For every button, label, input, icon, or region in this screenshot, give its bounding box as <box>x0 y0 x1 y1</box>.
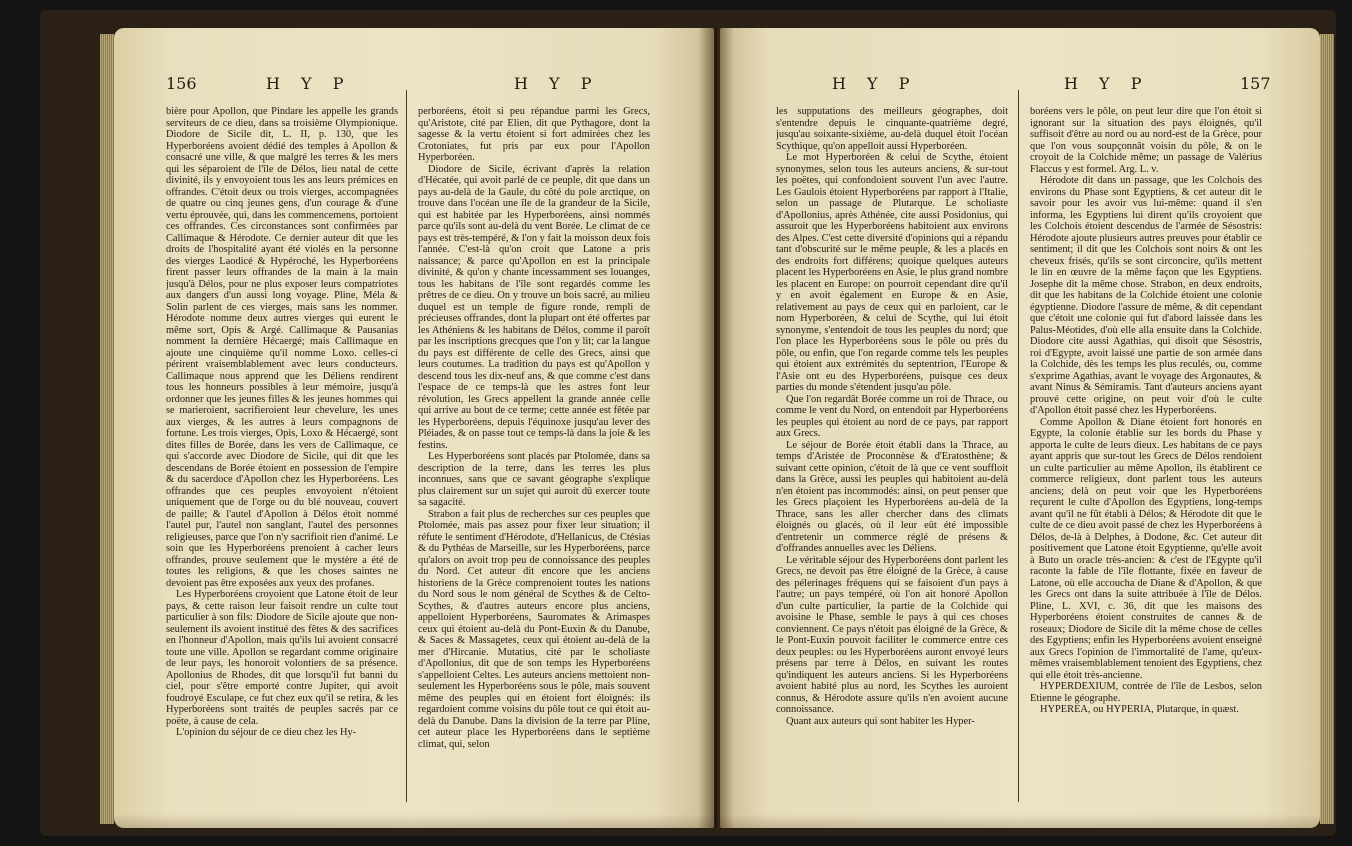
paragraph: Le mot Hyperboréen & celui de Scythe, étoient synonymes, selon tous les auteurs anciens, & sur-tout les poëtes, qui confondoient souvent l'un avec l'autre. Les Gaulois étoient Hyperboréens par rapport à l'Italie, selon un passage de Plutarque. Le scholiaste d'Apollonius, après Athénée, cite aussi Posidonius, qui assuroit que les Hyperboréens habitoient aux environs des Alpes. C'est cette diversité d'opinions qui a répandu tant d'obscurité sur le même peuple, & les a placés en des endroits fort différens; quoique quelques auteurs placent les Hyperboréens en Asie, le plus grand nombre les placent en Europe: on pourroit cependant dire qu'il y en avoit également en Europe & en Asie, relativement au pays de ceux qui en parloient, car le nom Hyperboréen, & celui de Scythe, qui lui étoit synonyme, s'entendoit de tous les peuples du nord; que l'on place les Hyperboréens sous le pôle ou près du pôle, ou enfin, que l'on regarde comme tels les peuples qui étoient aux extrémités du septentrion, l'Europe & l'Asie ont eu des Hyperboréens, puisque ces deux parties du monde s'étendent jusqu'au pôle. <box>776 152 1008 393</box>
paragraph: HYPERDEXIUM, contrée de l'île de Lesbos, selon Etienne le géographe. <box>1030 681 1262 704</box>
column-rule <box>406 90 407 802</box>
left-page <box>114 28 714 828</box>
running-head: H Y P <box>514 74 600 93</box>
paragraph: Comme Apollon & Diane étoient fort honorés en Egypte, la colonie établie sur les bords du Phase y apporta le culte de leurs dieux. Les habitans de ce pays ayant appris que sur-tout les Grecs de Délos rendoient un culte particulier au même Apollon, ils établirent ce commerce religieux, dont parlent tous les auteurs anciens; delà on peut voir que les Hyperboréens reçurent le culte d'Apollon des Egyptiens, long-temps avant qu'il ne fût établi à Délos; & Hérodote dit que le culte de ce dieu avoit passé de chez les Hyperboréens à Délos, de-là à Delphes, à Dodone, &c. Cet auteur dit positivement que Latone étoit Egyptienne, qu'elle avoit à Buto un oracle très-ancien: & c'est de l'Egypte qu'il raconte la fable de l'île flottante, fixée en faveur de Latone, où elle accoucha de Diane & d'Apollon, & que les Grecs ont dans la suite attribuée à l'île de Délos. Pline, L. XVI, c. 36, dit que les maisons des Hyperboréens étoient construites de cannes & de roseaux; Diodore de Sicile dit la même chose de celles des Egyptiens; enfin les Hyperboréens avoient enseigné aux Grecs l'opinion de l'immortalité de l'ame, qu'eux-mêmes vraisemblablement tenoient des Egyptiens, chez qui elle étoit très-ancienne. <box>1030 416 1262 681</box>
paragraph: HYPEREA, ou HYPERIA, Plutarque, in quæst. <box>1040 704 1239 715</box>
left-page-header <box>114 74 714 100</box>
paragraph: Quant aux auteurs qui sont habiter les Hyper- <box>786 715 975 727</box>
right-fore-edge <box>1320 34 1334 824</box>
right-page-header <box>720 74 1320 100</box>
paragraph: Le véritable séjour des Hyperboréens dont parlent les Grecs, ne devoit pas être éloigné de la Grèce, à cause des pélerinages fréquens qui se faisoient d'un pays à l'autre; un pays tempéré, où l'on ait honoré Apollon d'un culte particulier, la partie de la Colchide qui avoisine le Phase, semble le pays à qui ces choses conviennent. Ce pays n'étoit pas éloigné de la Grèce, & le Pont-Euxin pouvoit faciliter le commerce entre ces deux peuples: ou les Hyperboréens auront envoyé leurs présens par terre à Délos, en suivant les routes qu'indiquent les auteurs anciens. Si les Hyperboréens avoient habité plus au nord, les Scythes les auroient connus, & Hérodote assure qu'ils n'en avoient aucune connoissance. <box>776 554 1008 715</box>
paragraph: Diodore de Sicile, écrivant d'après la relation d'Hécatée, qui avoit parlé de ce peuple, dit que dans un pays au-delà de la Gaule, du côté du pole arctique, on trouve dans l'océan une île de la grandeur de la Sicile, qui est habitée par les Hyperboréens, ainsi nommés parce qu'ils sont au-delà du vent Borée. Le climat de ce pays est très-tempéré, & l'on y fait la moisson deux fois l'année. C'est-là qu'on croit que Latone a pris naissance; & parce qu'Apollon en est la principale divinité, & qu'on y chante incessamment ses louanges, tous les habitans de l'île sont regardés comme les prêtres de ce dieu. On y trouve un bois sacré, au milieu duquel est un temple de figure ronde, rempli de précieuses offrandes, dont la plupart ont été offertes par les Athéniens & les habitans de Délos, comme il paroît par les inscriptions grecques que l'on y lit; car la langue du pays est différente de celle des Grecs, ainsi que leurs coutumes. La tradition du pays est qu'Apollon y descend tous les dix-neuf ans, & que comme c'est dans l'espace de ce temps-là que les astres font leur révolution, les Grecs appellent la grande année celle qui arrive au bout de ce terme; cette année est fêtée par les Hyperboréens, depuis l'équinoxe jusqu'au lever des Pléiades, & on passe tout ce temps-là dans la joie & les festins. <box>418 163 650 451</box>
text-column-1 <box>776 106 1008 806</box>
running-head: H Y P <box>832 74 918 93</box>
page-number: 156 <box>166 74 197 93</box>
open-book <box>40 10 1336 836</box>
running-head: H Y P <box>1064 74 1150 93</box>
page-shadow <box>720 814 1320 828</box>
right-page <box>720 28 1320 828</box>
text-column-2 <box>418 106 650 806</box>
column-rule <box>1018 90 1019 802</box>
left-fore-edge <box>100 34 114 824</box>
text-column-1 <box>166 106 398 806</box>
text-column-2 <box>1030 106 1262 806</box>
paragraph: boréens vers le pôle, on peut leur dire que l'on étoit si ignorant sur la situation des pays éloignés, qu'il suffisoit d'être au nord ou au nord-est de la Grèce, pour que l'on vous soupçonnât voisin du pôle, & on le croyoit de la Colchide même; un passage de Valérius Flaccus y est formel. Arg. L. v. <box>1030 106 1262 175</box>
page-shadow <box>114 814 714 828</box>
paragraph: Hérodote dit dans un passage, que les Colchois des environs du Phase sont Egyptiens, & cet auteur dit le savoir pour les avoir vus lui-même: quand il s'en informa, les Egyptiens lui dirent qu'ils croyoient que les Colchois étoient descendus de l'armée de Sésostris: Hérodote ajoute plusieurs autres preuves pour établir ce sentiment; il dit que les Colchois sont noirs & ont les cheveux frisés, qu'ils se sont circoncire, qu'ils mettent le lin en œuvre de la même façon que les Egyptiens. Josephe dit la même chose. Strabon, en deux endroits, dit que les habitans de la Colchide étoient une colonie égyptienne. Diodore l'assure de même, & dit cependant que c'étoit une colonie qui fut d'abord laissée dans les Palus-Méotides, d'où elle alla ensuite dans la Colchide. Diodore cite aussi Agathias, qui disoit que Sésostris, roi d'Egypte, avoit laissé une partie de son armée dans la Colchide, dès les temps les plus reculés, ou, comme s'exprime Agathias, avant le voyage des Argonautes, & avant Ninus & Sémiramis. Tant d'auteurs anciens ayant prouvé cette origine, on peut voir d'où le culte d'Apollon étoit passé chez les Hyperboréens. <box>1030 175 1262 416</box>
book-gutter <box>698 28 734 828</box>
paragraph: bière pour Apollon, que Pindare les appelle les grands serviteurs de ce dieu, dans sa troisième Olympionique. Diodore de Sicile dit, L. II, p. 130, que les Hyperboréens avoient dédié des temples à Apollon & consacré une ville, & que malgré les terres & les mers qui les séparoient de l'île de Délos, lieu natal de cette divinité, ils y envoyoient tous les ans leurs prémices en offrandes. C'étoit deux ou trois vierges, accompagnées de quatre ou cinq jeunes gens, d'un courage & d'une vertu éprouvée, qui, dans les commencemens, portoient ces offrandes. Ces circonstances sont confirmées par Callimaque & Hérodote. Ce dernier auteur dit que les droits de l'hospitalité ayant été violés en la personne des vierges Laodicé & Hypéroché, les Hyperboréens firent passer leurs offrandes de la main à la main jusqu'à Délos, pour ne plus exposer leurs compatriotes aux dangers d'un aussi long voyage. Pline, Méla & Solin parlent de ces vierges, mais sans les nommer. Hérodote nomme deux autres vierges qui eurent le même sort, Opis & Argé. Callimaque & Pausanias nomment la dernière Hécaergé; mais Callimaque en ajoute une cinquième qu'il nomme Loxo. celles-ci périrent vraisemblablement avec leurs conducteurs. Callimaque nous apprend que les Déliens rendirent tous les honneurs possibles à leur mémoire, jusqu'à ordonner que les jeunes filles & les jeunes hommes qui se marieroient, sacrifieroient leur chevelure, les unes aux vierges, & les autres à leurs compagnons de fortune. Les trois vierges, Opis, Loxo & Hécaergé, sont dites filles de Borée, dans les vers de Callimaque, ce qui s'accorde avec Diodore de Sicile, qui dit que les descendans de Borée étoient en possession de l'empire & du sacerdoce d'Apollon chez les Hyperboréens. Les offrandes que ces peuples envoyoient n'étoient uniquement que de l'orge ou du blé nouveau, couvert de paille; & l'autel d'Apollon à Délos étoit nommé l'autel pur, l'autel non sanglant, l'autel des personnes religieuses, parce que l'on n'y sacrifioit rien d'animé. Le soin que les Hyperboréens prenoient à cacher leurs offrandes, prouve seulement que le mystère a été de toutes les religions, & que les choses saintes ne devoient pas être exposées aux yeux des profanes. <box>166 106 398 589</box>
paragraph: perboréens, étoit si peu répandue parmi les Grecs, qu'Aristote, cité par Elien, dit que Pythagore, dont la sagesse & la vertu étoient si fort admirées chez les Crotoniates, fut pris par eux pour l'Apollon Hyperboréen. <box>418 106 650 163</box>
paragraph: Les Hyperboréens croyoient que Latone étoit de leur pays, & cette raison leur faisoit rendre un culte tout particulier à son fils: Diodore de Sicile ajoute que non-seulement ils avoient institué des fêtes & des sacrifices en l'honneur d'Apollon, mais qu'ils lui avoient consacré toute une ville. Apollon se regardant comme originaire de leur pays, les honoroit volontiers de sa présence. Apollonius de Rhodes, dit que lorsqu'il fut banni du ciel, pour s'être emporté contre Jupiter, qui avoit foudroyé Esculape, ce fut chez eux qu'il se retira, & les Hyperboréens sont traités de peuples sacrés par ce poëte, à cause de cela. <box>166 589 398 727</box>
page-number: 157 <box>1240 74 1271 93</box>
paragraph: Strabon a fait plus de recherches sur ces peuples que Ptolomée, mais pas assez pour fixer leur situation; il réfute le sentiment d'Hérodote, d'Hellanicus, de Ctésias & du Pythéas de Marseille, sur les Hyperboréens, parce qu'alors on avoit trop peu de connoissance des peuples du Nord. Cet auteur dit encore que les anciens historiens de la Grèce comprenoient toutes les nations du Nord sous le nom général de Scythes & de Celto-Scythes, & d'autres auteurs encore plus anciens, appelloient Hyperboréens, Sauromates & Arimaspes ceux qui étoient au-delà du Pont-Euxin & du Danube, & Saces & Massagetes, ceux qui étoient au-delà de la mer d'Hircanie. Mutatius, cité par le scholiaste d'Apollonius, dit que de son temps les Hyperboréens s'appelloient Celtes. Les auteurs anciens mettoient non-seulement les Hyperboréens sous le pôle, mais souvent même des peuples qui en étoient fort éloignés: ils regardoient comme voisins du pôle tout ce qui étoit au-delà du Danube. Dans la division de la terre par Pline, cet auteur place les Hyperboréens dans le septième climat, qui, selon <box>418 508 650 750</box>
paragraph: Que l'on regardât Borée comme un roi de Thrace, ou comme le vent du Nord, on entendoit par Hyperboréens les peuples qui étoient au nord de ce pays, par rapport aux Grecs. <box>776 393 1008 439</box>
paragraph: L'opinion du séjour de ce dieu chez les Hy- <box>176 727 357 738</box>
running-head: H Y P <box>266 74 352 93</box>
paragraph: les supputations des meilleurs géographes, doit s'entendre depuis le cinquante-quatrième degré, jusqu'au soixante-sixième, au-delà duquel étoit l'océan Scythique, qu'on appelloit aussi Hyperboréen. <box>776 106 1008 152</box>
paragraph: Le séjour de Borée étoit établi dans la Thrace, au temps d'Aristée de Proconnèse & d'Eratosthène; & suivant cette opinion, c'étoit de là que ce vent souffloit dans la Grèce, aussi les peuples qui habitoient au-delà n'en étoient pas incommodés: ainsi, on peut penser que les Grecs plaçoient les Hyperboréens au-delà de la Thrace, sans les aller chercher dans des climats éloignés ou glacés, où il leur eût été impossible d'entretenir un commerce réglé de présens & d'offrandes annuelles avec les Déliens. <box>776 439 1008 554</box>
paragraph: Les Hyperboréens sont placés par Ptolomée, dans sa description de la terre, dans les terres les plus inconnues, sans que ce savant géographe s'explique plus clairement sur un sujet qui auroit dû exercer toute sa sagacité. <box>418 451 650 508</box>
